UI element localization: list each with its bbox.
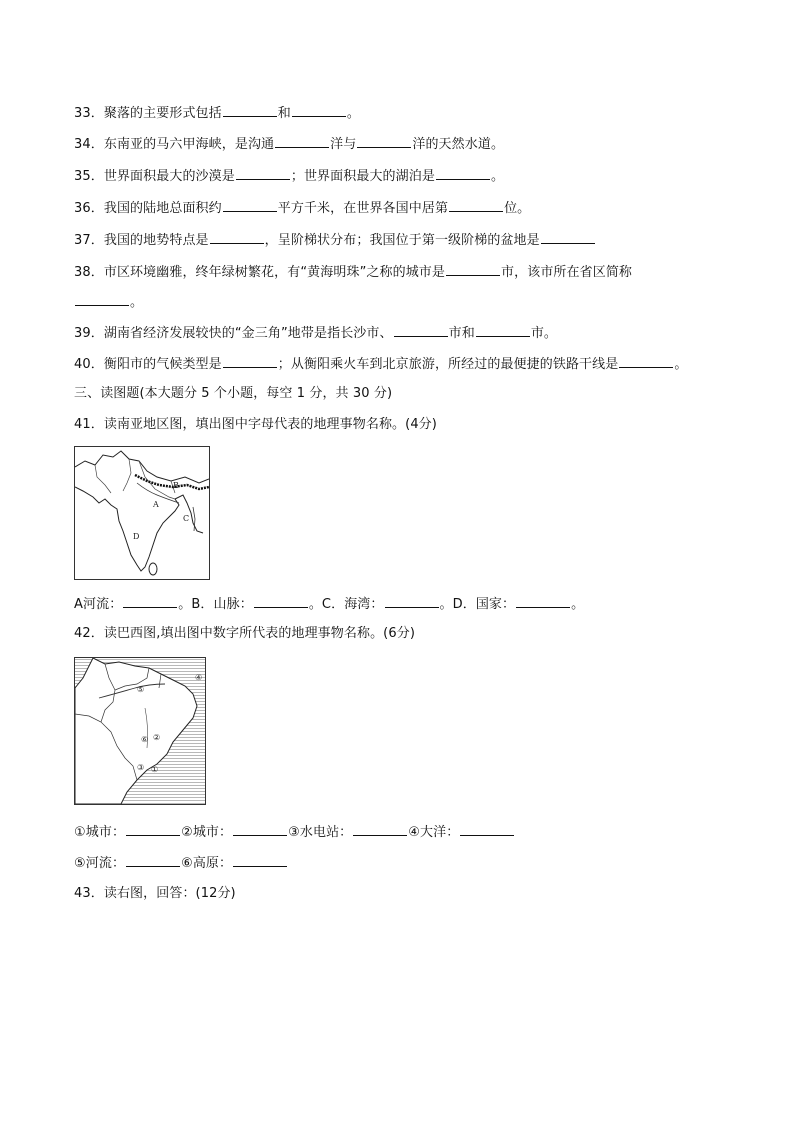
q42-p3-label: ③水电站： xyxy=(288,825,353,840)
q35-text-b: ；世界面积最大的湖泊是 xyxy=(290,169,435,184)
q33-text-a: 33．聚落的主要形式包括 xyxy=(74,106,222,121)
section-3-title: 三、读图题(本大题分 5 个小题，每空 1 分，共 30 分) xyxy=(74,386,393,401)
q40-text-c: 。 xyxy=(674,357,688,372)
q39-text-a: 39．湖南省经济发展较快的“金三角”地带是指长沙市、 xyxy=(74,326,393,341)
q42-p1-label: ①城市： xyxy=(74,825,126,840)
answer-blank[interactable] xyxy=(75,292,129,306)
q38-text-c: 。 xyxy=(130,295,144,310)
q33-text-c: 。 xyxy=(346,106,360,121)
answer-blank[interactable] xyxy=(436,166,490,180)
q39-text-b: 市和 xyxy=(448,326,475,341)
question-42-answers-row2 xyxy=(74,853,288,873)
q42-p6-label: ⑥高原： xyxy=(181,856,233,871)
question-33 xyxy=(74,103,360,123)
answer-blank[interactable] xyxy=(254,594,308,608)
question-35 xyxy=(74,166,504,186)
south-asia-map xyxy=(74,446,210,580)
answer-blank[interactable] xyxy=(292,103,346,117)
map-label-1: ① xyxy=(151,765,159,774)
question-38-continued xyxy=(74,292,143,312)
question-37 xyxy=(74,230,596,250)
q40-text-a: 40．衡阳市的气候类型是 xyxy=(74,357,222,372)
map-label-a: A xyxy=(153,500,159,509)
answer-blank[interactable] xyxy=(476,323,530,337)
question-43 xyxy=(74,885,236,903)
q36-text-c: 位。 xyxy=(504,201,531,216)
q38-text-a: 38．市区环境幽雅，终年绿树繁花，有“黄海明珠”之称的城市是 xyxy=(74,265,446,280)
q39-text-c: 市。 xyxy=(530,326,558,341)
answer-blank[interactable] xyxy=(233,853,287,867)
map-label-3: ③ xyxy=(137,763,145,772)
q33-text-b: 和 xyxy=(277,106,291,121)
q41-answer-d-label: 。D．国家： xyxy=(439,597,516,612)
answer-blank[interactable] xyxy=(126,853,180,867)
answer-blank[interactable] xyxy=(541,230,595,244)
answer-blank[interactable] xyxy=(516,594,570,608)
question-34 xyxy=(74,134,504,154)
q43-stem: 43．读右图，回答：(12分) xyxy=(74,886,236,901)
answer-blank[interactable] xyxy=(460,822,514,836)
answer-blank[interactable] xyxy=(357,134,411,148)
question-39 xyxy=(74,323,557,343)
answer-blank[interactable] xyxy=(619,354,673,368)
q41-answer-a-label: A河流： xyxy=(74,597,123,612)
answer-blank[interactable] xyxy=(210,230,264,244)
q41-answer-b-label: 。B．山脉： xyxy=(178,597,253,612)
map-label-d: D xyxy=(133,532,140,541)
answer-blank[interactable] xyxy=(223,103,277,117)
question-40 xyxy=(74,354,687,374)
section-heading xyxy=(74,385,392,403)
answer-blank[interactable] xyxy=(385,594,439,608)
q36-text-b: 平方千米，在世界各国中居第 xyxy=(277,201,449,216)
answer-blank[interactable] xyxy=(223,354,277,368)
q41-stem: 41．读南亚地区图，填出图中字母代表的地理事物名称。(4分) xyxy=(74,417,437,432)
q34-text-b: 洋与 xyxy=(330,137,357,152)
answer-blank[interactable] xyxy=(233,822,287,836)
q35-text-c: 。 xyxy=(490,169,505,184)
answer-blank[interactable] xyxy=(394,323,448,337)
q42-stem: 42．读巴西图,填出图中数字所代表的地理事物名称。(6分) xyxy=(74,626,415,641)
map-label-2: ② xyxy=(153,733,161,742)
map-label-6: ⑥ xyxy=(141,735,149,744)
q42-p2-label: ②城市： xyxy=(181,825,233,840)
answer-blank[interactable] xyxy=(449,198,503,212)
question-38 xyxy=(74,262,632,282)
q36-text-a: 36．我国的陆地总面积约 xyxy=(74,201,222,216)
q41-end: 。 xyxy=(571,597,585,612)
answer-blank[interactable] xyxy=(353,822,407,836)
q37-text-b: ，呈阶梯状分布；我国位于第一级阶梯的盆地是 xyxy=(264,233,540,248)
q34-text-a: 34．东南亚的马六甲海峡，是沟通 xyxy=(74,137,275,152)
q40-text-b: ；从衡阳乘火车到北京旅游，所经过的最便捷的铁路干线是 xyxy=(277,357,619,372)
answer-blank[interactable] xyxy=(275,134,329,148)
q34-text-c: 洋的天然水道。 xyxy=(412,137,505,152)
q42-p4-label: ④大洋： xyxy=(408,825,460,840)
q37-text-a: 37．我国的地势特点是 xyxy=(74,233,209,248)
map-label-b: B xyxy=(173,481,179,490)
brazil-map xyxy=(74,657,206,805)
answer-blank[interactable] xyxy=(236,166,290,180)
question-42 xyxy=(74,625,415,643)
answer-blank[interactable] xyxy=(123,594,177,608)
question-36 xyxy=(74,198,530,218)
q35-text-a: 35．世界面积最大的沙漠是 xyxy=(74,169,235,184)
q38-text-b: 市，该市所在省区简称 xyxy=(501,265,633,280)
question-41 xyxy=(74,416,437,434)
map-label-c: C xyxy=(183,514,190,523)
q42-p5-label: ⑤河流： xyxy=(74,856,126,871)
map-label-5: ⑤ xyxy=(137,685,145,694)
answer-blank[interactable] xyxy=(446,262,500,276)
question-42-answers-row1 xyxy=(74,822,515,842)
map-label-4: ④ xyxy=(195,673,203,682)
answer-blank[interactable] xyxy=(223,198,277,212)
q41-answer-c-label: 。C．海湾： xyxy=(308,597,384,612)
question-41-answers xyxy=(74,594,584,614)
answer-blank[interactable] xyxy=(126,822,180,836)
